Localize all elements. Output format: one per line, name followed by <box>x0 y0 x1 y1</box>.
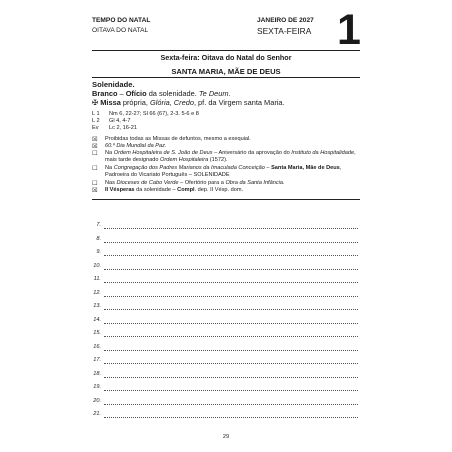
line-number: 7. <box>96 222 101 228</box>
mass-text-2: , pf. da Virgem santa Maria. <box>193 98 285 107</box>
office-color: Branco <box>92 89 118 98</box>
office-end: . <box>228 89 231 98</box>
line-number: 12. <box>93 289 101 296</box>
gloria-credo: Glória, Credo <box>149 98 194 107</box>
line-number: 14. <box>93 316 101 323</box>
day-number: 1 <box>337 6 361 54</box>
note-text: Na Ordem Hospitaleira de S. João de Deus – Aniversário da aprovação do Instituto da Hospitalidade, mais tarde designado Ordem Hospitaleira (1572). <box>105 150 356 163</box>
line-number: 11. <box>93 276 101 282</box>
title-rule <box>92 77 360 78</box>
reading-ref: Lc 2, 16-21 <box>109 125 137 131</box>
season-label: TEMPO DO NATAL <box>92 17 151 24</box>
note-text: Proibidas todas as Missas de defuntos, mesmo a exequial. <box>105 136 251 142</box>
line-number: 19. <box>93 384 101 390</box>
month-year: JANEIRO DE 2027 <box>257 17 314 24</box>
line-number: 9. <box>96 249 101 255</box>
writing-line[interactable] <box>104 323 358 324</box>
feast-subtitle: SANTA MARIA, MÃE DE DEUS <box>171 67 281 76</box>
header-rule <box>92 50 360 51</box>
empty-box-icon: ☐ <box>92 165 98 172</box>
checked-box-icon: ☒ <box>92 136 98 143</box>
line-number: 18. <box>93 370 101 377</box>
header-date <box>257 16 314 36</box>
note-cabo-verde <box>92 180 362 187</box>
liturgical-rank: Solenidade. <box>92 80 135 89</box>
feast-title: Sexta-feira: Oitava do Natal do Senhor <box>160 53 292 62</box>
empty-box-icon: ☐ <box>92 150 98 157</box>
header-left <box>92 16 150 36</box>
reading-2 <box>92 118 130 125</box>
checked-box-icon: ☒ <box>92 143 98 150</box>
writing-line[interactable] <box>104 282 358 283</box>
writing-line[interactable] <box>104 255 358 256</box>
line-number: 17. <box>93 357 101 363</box>
writing-line[interactable] <box>104 309 358 310</box>
te-deum: Te Deum <box>198 89 229 98</box>
writing-line[interactable] <box>104 417 358 418</box>
writing-line[interactable] <box>104 350 358 351</box>
note-vespers <box>92 187 362 194</box>
reading-code: L 1 <box>92 111 100 117</box>
reading-1 <box>92 111 199 118</box>
notes-rule <box>92 199 360 200</box>
page-number: 29 <box>222 434 230 440</box>
note-text: Nas Dioceses de Cabo Verde – Ofertório para a Obra da Santa Infância. <box>105 180 285 186</box>
office-label: Ofício <box>125 89 147 98</box>
line-number: 8. <box>96 235 101 242</box>
note-text: 60.º Dia Mundial da Paz. <box>105 143 167 149</box>
mass-line <box>92 98 285 107</box>
line-number: 15. <box>93 330 101 336</box>
line-number: 10. <box>93 262 101 269</box>
line-number: 16. <box>93 343 101 350</box>
office-text: da solenidade. <box>146 89 199 98</box>
line-number: 13. <box>93 303 101 309</box>
line-number: 21. <box>93 411 101 417</box>
writing-line[interactable] <box>104 228 358 229</box>
writing-line[interactable] <box>104 390 358 391</box>
note-text: Na Congregação dos Padres Marianos da Imaculada Conceição – Santa Maria, Mãe de Deus, Padroeira do Vicariato Português – SOLENIDADE <box>105 165 342 178</box>
office-sep: – <box>117 89 126 98</box>
weekday: SEXTA-FEIRA <box>257 26 312 36</box>
reading-code: Ev <box>92 125 99 131</box>
writing-line[interactable] <box>104 296 358 297</box>
writing-line[interactable] <box>104 242 358 243</box>
office-line <box>92 89 231 98</box>
writing-line[interactable] <box>104 269 358 270</box>
reading-3 <box>92 125 137 132</box>
checked-box-icon: ☒ <box>92 187 98 194</box>
mass-label: Missa <box>100 98 121 107</box>
writing-line[interactable] <box>104 377 358 378</box>
writing-line[interactable] <box>104 336 358 337</box>
reading-code: L 2 <box>92 118 100 124</box>
reading-ref: Nm 6, 22-27; Sl 66 (67), 2-3. 5-6 e 8 <box>109 111 199 117</box>
note-no-requiem <box>92 136 362 143</box>
note-hospitaller-order <box>92 150 362 164</box>
line-number: 20. <box>93 397 101 404</box>
note-peace-day <box>92 143 362 150</box>
cross-icon: ✠ <box>92 98 99 107</box>
writing-line[interactable] <box>104 404 358 405</box>
reading-ref: Gl 4, 4-7 <box>109 118 131 124</box>
empty-box-icon: ☐ <box>92 180 98 187</box>
note-text: II Vésperas da solenidade – Compl. dep. II Vésp. dom. <box>105 187 244 193</box>
octave-label: OITAVA DO NATAL <box>92 27 149 34</box>
mass-text-1: própria, <box>120 98 150 107</box>
note-marian-fathers <box>92 165 362 179</box>
writing-line[interactable] <box>104 363 358 364</box>
